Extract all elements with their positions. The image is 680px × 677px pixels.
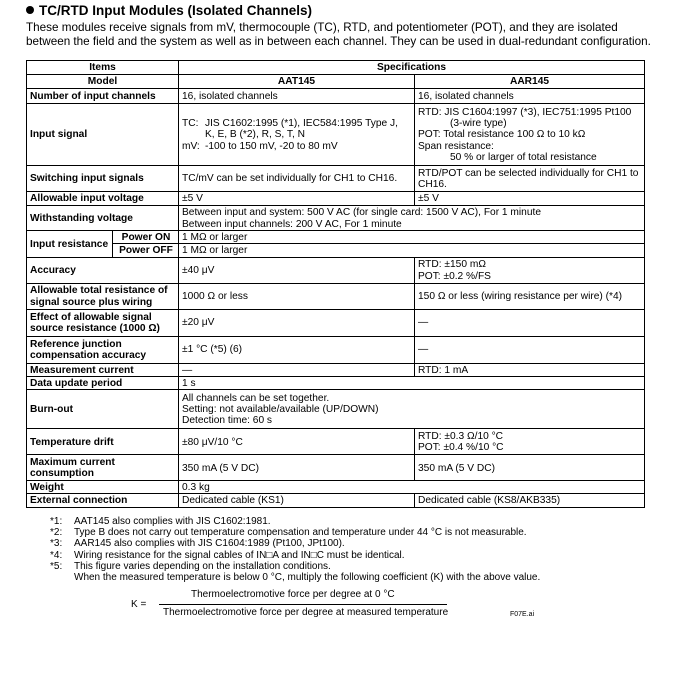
cell-shared: 0.3 kg (179, 481, 645, 494)
cell-aar145: RTD: 1 mA (415, 363, 645, 376)
row-label: Withstanding voltage (27, 206, 179, 231)
spec-page (26, 2, 654, 627)
withstanding-line1: Between input and system: 500 V AC (for single card: 1500 V AC), For 1 minute (182, 207, 542, 219)
cell-aar145 (415, 104, 645, 166)
burnout-line3: Detection time: 60 s (182, 415, 273, 427)
table-row (27, 192, 645, 206)
row-label: Weight (27, 481, 179, 494)
cell-aat145: ±20 μV (179, 309, 415, 336)
model-label: Model (27, 75, 179, 89)
table-row (27, 455, 645, 481)
cell-shared (179, 390, 645, 429)
fraction-line (159, 604, 447, 605)
table-row (27, 494, 645, 507)
cell-aat145 (179, 104, 415, 166)
span-line1: Span resistance: (418, 140, 494, 152)
row-label: External connection (27, 494, 179, 507)
table-row (27, 363, 645, 376)
row-label: Burn-out (27, 390, 179, 429)
table-row (27, 231, 645, 244)
row-label: Accuracy (27, 257, 179, 283)
formula-numerator: Thermoelectromotive force per degree at 0 °C (191, 588, 395, 600)
k-label: K = (131, 598, 147, 610)
table-row (27, 257, 645, 283)
cell-aat145: TC/mV can be set individually for CH1 to CH16. (179, 166, 415, 192)
table-row (27, 481, 645, 494)
header-items: Items (27, 61, 179, 75)
table-row (27, 89, 645, 104)
cell-aar145: ±5 V (415, 192, 645, 206)
table-row (27, 206, 645, 231)
row-label: Reference junction compensation accuracy (27, 336, 179, 363)
row-label: Allowable total resistance of signal source plus wiring (27, 283, 179, 309)
burnout-line1: All channels can be set together. (182, 392, 330, 404)
cell-aat145: — (179, 363, 415, 376)
cell-aar145: RTD/POT can be selected individually for CH1 to CH16. (415, 166, 645, 192)
row-label: Effect of allowable signal source resistance (1000 Ω) (27, 309, 179, 336)
row-label: Switching input signals (27, 166, 179, 192)
table-row (27, 309, 645, 336)
cell-aar145: Dedicated cable (KS8/AKB335) (415, 494, 645, 507)
cell-shared: 1 s (179, 376, 645, 389)
cell-shared: 1 MΩ or larger (179, 244, 645, 257)
span-line2: 50 % or larger of total resistance (450, 151, 597, 163)
accuracy-pot: POT: ±0.2 %/FS (418, 270, 491, 282)
row-label: Allowable input voltage (27, 192, 179, 206)
table-row (27, 104, 645, 166)
row-label: Measurement current (27, 363, 179, 376)
burnout-line2: Setting: not available/available (UP/DOWN) (182, 404, 379, 416)
cell-aar145: — (415, 309, 645, 336)
cell-aat145: 16, isolated channels (179, 89, 415, 104)
tc-line1: JIS C1602:1995 (*1), IEC584:1995 Type J, (205, 118, 398, 130)
coefficient-formula (26, 587, 654, 627)
cell-aar145: 350 mA (5 V DC) (415, 455, 645, 481)
row-label: Maximum current consumption (27, 455, 179, 481)
cell-aat145: 1000 Ω or less (179, 283, 415, 309)
section-heading (26, 2, 654, 19)
footnote: *3: AAR145 also complies with JIS C1604:1989 (Pt100, JPt100). (50, 538, 345, 550)
power-off-label: Power OFF (113, 244, 179, 257)
mv-key: mV: (182, 140, 200, 152)
table-row (27, 166, 645, 192)
cell-aat145: Dedicated cable (KS1) (179, 494, 415, 507)
model-aat145: AAT145 (179, 75, 415, 89)
specifications-table (26, 60, 645, 508)
table-row (27, 429, 645, 455)
figure-id: F07E.ai (510, 610, 535, 618)
row-label: Data update period (27, 376, 179, 389)
cell-aar145 (415, 257, 645, 283)
cell-aat145: ±40 μV (179, 257, 415, 283)
cell-aar145: 150 Ω or less (wiring resistance per wire) (*4) (415, 283, 645, 309)
cell-aat145: ±5 V (179, 192, 415, 206)
table-row (27, 390, 645, 429)
cell-aat145: ±80 μV/10 °C (179, 429, 415, 455)
rtd-line2: (3-wire type) (450, 118, 507, 130)
footnote: *2: Type B does not carry out temperature compensation and temperature under 44 °C is not measurable. (50, 527, 527, 539)
footnote: *1: AAT145 also complies with JIS C1602:1981. (50, 515, 271, 527)
withstanding-line2: Between input channels: 200 V AC, For 1 minute (182, 218, 402, 230)
intro-paragraph: These modules receive signals from mV, thermocouple (TC), RTD, and potentiometer (POT), and they are isolated between the field and the system as well as in between each channel. They can be used in dual-redundant configuration. (26, 21, 651, 48)
cell-aat145: ±1 °C (*5) (6) (179, 336, 415, 363)
drift-rtd: RTD: ±0.3 Ω/10 °C (418, 430, 504, 442)
cell-shared (179, 206, 645, 231)
row-label: Input resistance (27, 231, 113, 258)
table-row (27, 376, 645, 389)
cell-aar145: — (415, 336, 645, 363)
mv-value: -100 to 150 mV, -20 to 80 mV (205, 140, 338, 152)
tc-key: TC: (182, 118, 199, 130)
power-on-label: Power ON (113, 231, 179, 244)
pot-line: POT: Total resistance 100 Ω to 10 kΩ (418, 129, 586, 141)
model-row (27, 75, 645, 89)
cell-aat145: 350 mA (5 V DC) (179, 455, 415, 481)
rtd-line1: RTD: JIS C1604:1997 (*3), IEC751:1995 Pt100 (418, 106, 632, 118)
footnote-continuation: When the measured temperature is below 0 °C, multiply the following coefficient (K) with the above value. (74, 572, 541, 584)
formula-denominator: Thermoelectromotive force per degree at measured temperature (163, 606, 449, 618)
table-row (27, 244, 645, 257)
cell-shared: 1 MΩ or larger (179, 231, 645, 244)
table-header-row (27, 61, 645, 75)
row-label: Temperature drift (27, 429, 179, 455)
tc-line2: K, E, B (*2), R, S, T, N (205, 129, 306, 141)
footnote: *4: Wiring resistance for the signal cables of IN□A and IN□C must be identical. (50, 549, 405, 561)
model-aar145: AAR145 (415, 75, 645, 89)
table-row (27, 336, 645, 363)
bullet-icon (26, 6, 34, 14)
footnote: *5: This figure varies depending on the installation conditions. (50, 560, 331, 572)
row-label: Number of input channels (27, 89, 179, 104)
footnotes (26, 516, 654, 584)
accuracy-rtd: RTD: ±150 mΩ (418, 259, 486, 271)
cell-aar145: 16, isolated channels (415, 89, 645, 104)
cell-aar145 (415, 429, 645, 455)
row-label: Input signal (27, 104, 179, 166)
header-specifications: Specifications (179, 61, 645, 75)
table-row (27, 283, 645, 309)
drift-pot: POT: ±0.4 %/10 °C (418, 442, 504, 454)
heading-text: TC/RTD Input Modules (Isolated Channels) (39, 3, 312, 18)
